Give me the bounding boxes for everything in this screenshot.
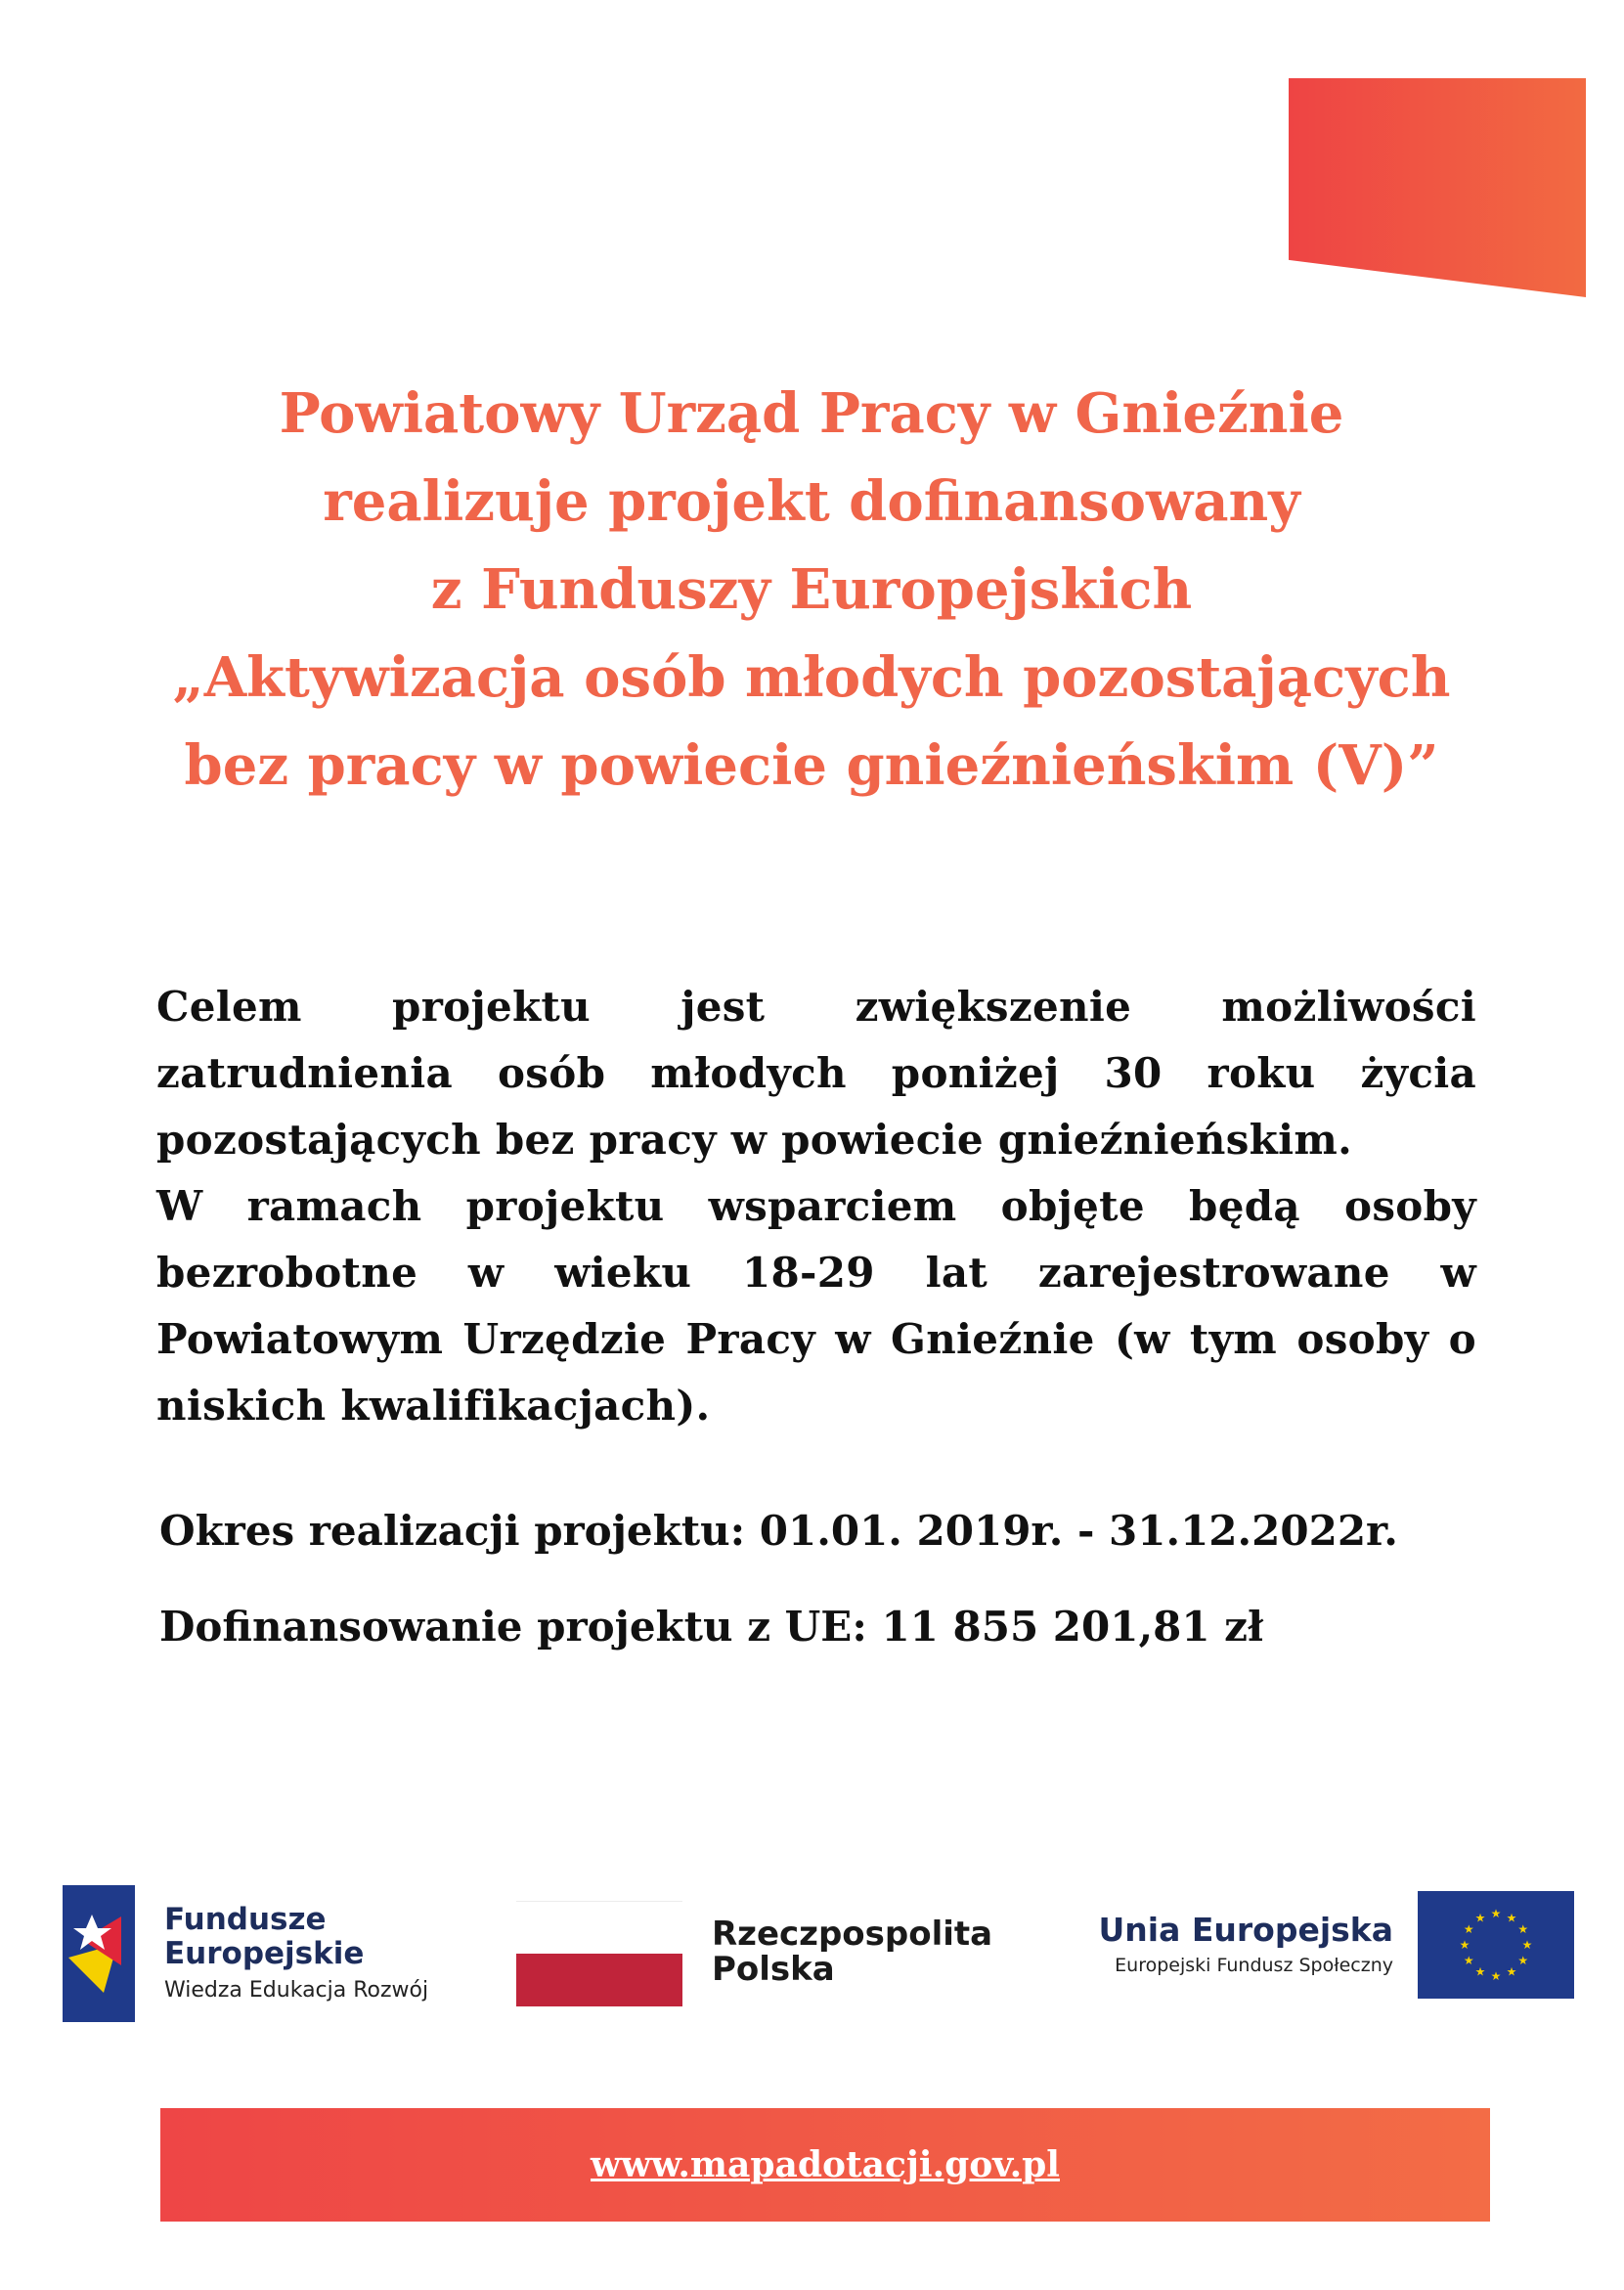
eu-star-icon: ★ [1517, 1922, 1529, 1936]
project-period: Okres realizacji projektu: 01.01. 2019r. - 31.12.2022r. [159, 1507, 1398, 1555]
poland-flag-icon [516, 1901, 682, 2006]
eu-star-icon: ★ [1521, 1938, 1533, 1952]
eu-star-icon: ★ [1506, 1964, 1517, 1979]
fundusze-europejskie-logo [63, 1885, 473, 2032]
eu-star-icon: ★ [1463, 1922, 1474, 1936]
eu-star-icon: ★ [1517, 1954, 1529, 1967]
rp-name-line: Rzeczpospolita [712, 1915, 993, 1954]
unia-europejska-logo [1046, 1891, 1574, 2008]
headline-line: z Funduszy Europejskich [430, 557, 1193, 622]
headline-line: „Aktywizacja osób młodych pozostających [172, 645, 1451, 710]
eu-star-icon: ★ [1459, 1938, 1470, 1952]
ue-name: Unia Europejska [1098, 1911, 1393, 1949]
eu-star-icon: ★ [1490, 1969, 1502, 1983]
headline [108, 370, 1515, 810]
website-link[interactable]: www.mapadotacji.gov.pl [591, 2144, 1060, 2185]
rp-name-line: Polska [712, 1950, 835, 1989]
headline-line: bez pracy w powiecie gnieźnieńskim (V)” [184, 733, 1439, 798]
description-paragraph: W ramach projektu wsparciem objęte będą osoby bezrobotne w wieku 18-29 lat zarejestrowane w Powiatowym Urzędzie Pracy w Gnieźnie (w tym osoby o niskich kwalifikacjach). [156, 1182, 1476, 1430]
footer-bar [160, 2108, 1490, 2222]
fe-program-label: Wiedza Edukacja Rozwój [164, 1978, 429, 2003]
eu-flag-icon [1418, 1891, 1574, 1999]
eu-star-icon: ★ [1474, 1964, 1486, 1979]
fe-name-line: Europejskie [164, 1936, 365, 1971]
rzeczpospolita-polska-logo [516, 1901, 1005, 2028]
headline-line: Powiatowy Urząd Pracy w Gnieźnie [279, 381, 1344, 446]
fundusze-europejskie-mark-icon [63, 1885, 135, 2022]
project-description [156, 974, 1476, 1439]
description-paragraph: Celem projektu jest zwiększenie możliwości zatrudnienia osób młodych poniżej 30 roku życia pozostających bez pracy w powiecie gnieźnieńskim. [156, 983, 1476, 1164]
eu-star-icon: ★ [1463, 1954, 1474, 1967]
eu-star-icon: ★ [1474, 1911, 1486, 1925]
eu-star-icon: ★ [1506, 1911, 1517, 1925]
fe-name-line: Fundusze [164, 1902, 327, 1937]
ue-fund-label: Europejski Fundusz Społeczny [1115, 1955, 1393, 1976]
project-funding: Dofinansowanie projektu z UE: 11 855 201,81 zł [159, 1603, 1264, 1651]
corner-decoration [1289, 78, 1586, 297]
headline-line: realizuje projekt dofinansowany [323, 469, 1300, 534]
eu-star-icon: ★ [1490, 1907, 1502, 1920]
